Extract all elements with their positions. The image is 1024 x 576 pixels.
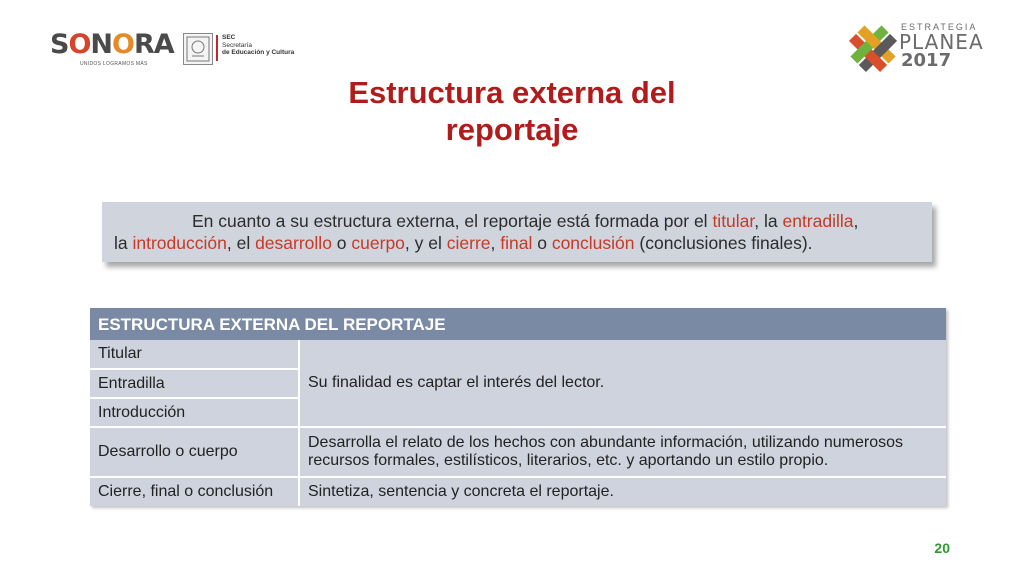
intro-text: o <box>331 233 352 253</box>
intro-text: (conclusiones finales). <box>634 233 813 253</box>
intro-line-2 <box>114 232 922 254</box>
intro-text: o <box>532 233 552 253</box>
intro-text: la <box>114 233 133 253</box>
planea-small-text: ESTRATEGIA <box>901 22 978 32</box>
table-cell-description: Sintetiza, sentencia y concreta el reportaje. <box>308 483 614 500</box>
page-number: 20 <box>934 540 950 556</box>
table-cell-description <box>300 428 946 478</box>
table-cell-part: Cierre, final o conclusión <box>90 478 300 506</box>
intro-text: , <box>490 233 501 253</box>
intro-highlight: final <box>500 233 533 253</box>
table-cell-description: Su finalidad es captar el interés del lector. <box>300 340 946 428</box>
sonora-logo-tagline: UNIDOS LOGRAMOS MÁS <box>80 61 148 67</box>
sec-logo-text <box>222 34 294 57</box>
planea-big-text: PLANEA <box>899 30 984 54</box>
sec-line1: Secretaría <box>222 41 252 49</box>
planea-logo <box>845 18 984 78</box>
structure-table <box>90 308 946 506</box>
intro-text: En cuanto a su estructura externa, el reportaje está formada por el <box>192 211 713 231</box>
table-cell-part: Desarrollo o cuerpo <box>90 428 300 478</box>
intro-line-1 <box>114 210 922 232</box>
sonora-logo-word: SONORA <box>50 29 174 60</box>
intro-highlight: desarrollo <box>255 233 332 253</box>
sec-logo <box>183 33 303 65</box>
intro-text: , <box>853 211 859 231</box>
page-title <box>262 74 762 148</box>
intro-text: , y el <box>404 233 447 253</box>
intro-highlight: titular <box>712 211 755 231</box>
intro-text: , la <box>754 211 783 231</box>
desarrollo-desc-line2: recursos formales, estilísticos, literarios, etc. y aportando un estilo propio. <box>308 452 829 469</box>
intro-text: , el <box>226 233 256 253</box>
sec-divider <box>216 35 218 61</box>
table-heading: ESTRUCTURA EXTERNA DEL REPORTAJE <box>90 308 946 340</box>
intro-highlight: entradilla <box>782 211 854 231</box>
desarrollo-desc-line1: Desarrolla el relato de los hechos con abundante información, utilizando numerosos <box>308 434 904 451</box>
intro-box <box>102 202 932 262</box>
sec-line2: de Educación y Cultura <box>222 49 295 56</box>
planea-year-text: 2017 <box>901 50 952 71</box>
sec-seal-icon <box>183 33 213 65</box>
intro-highlight: cierre <box>446 233 491 253</box>
sonora-logo <box>50 30 175 70</box>
table-cell-part: Entradilla <box>90 370 300 399</box>
table-cell-part: Titular <box>90 340 300 370</box>
intro-highlight: cuerpo <box>351 233 405 253</box>
intro-highlight: introducción <box>132 233 227 253</box>
planea-mark-icon <box>845 20 901 76</box>
page-title-line2: reportaje <box>445 112 579 147</box>
sec-acronym: SEC <box>222 34 236 41</box>
page-title-line1: Estructura externa del <box>348 75 676 110</box>
table-cell-part: Introducción <box>90 399 300 428</box>
intro-highlight: conclusión <box>551 233 635 253</box>
